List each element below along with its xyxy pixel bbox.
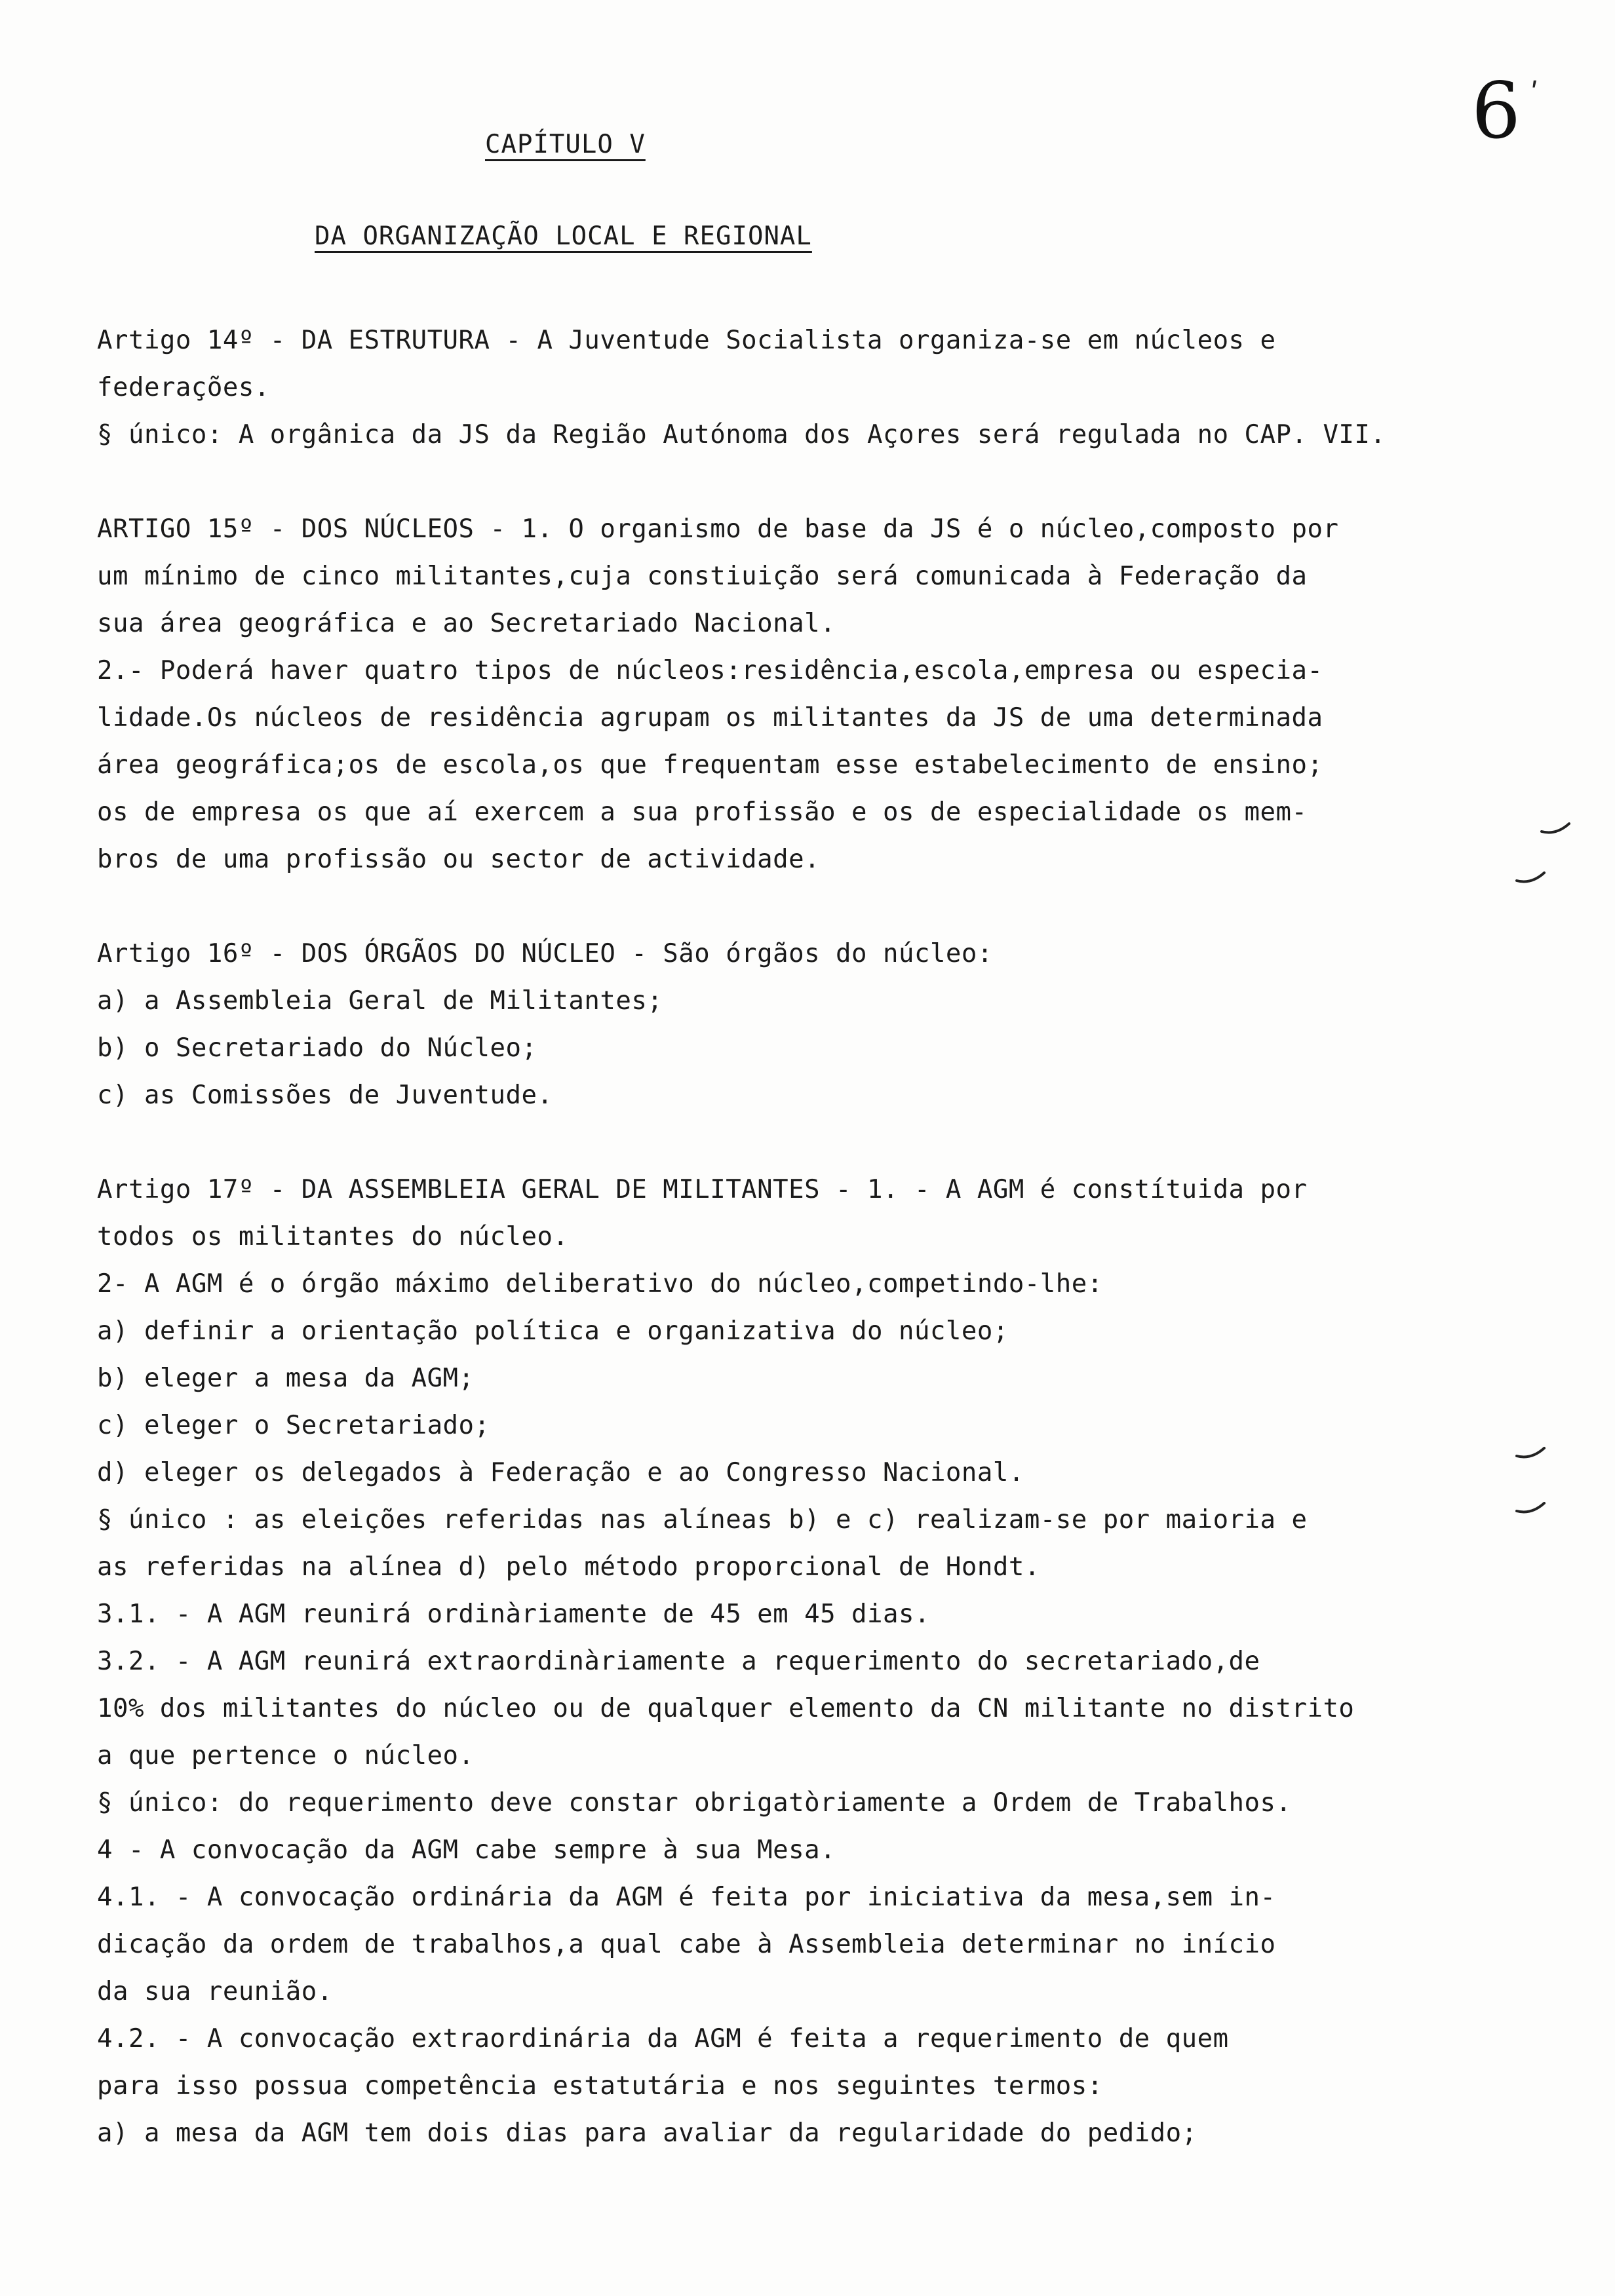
text-line: 3.1. - A AGM reunirá ordinàriamente de 45 em 45 dias. xyxy=(97,1599,930,1629)
text-line: c) eleger o Secretariado; xyxy=(97,1411,490,1440)
chapter-title: CAPÍTULO V xyxy=(485,130,646,159)
text-line: bros de uma profissão ou sector de actividade. xyxy=(97,845,821,874)
article-16 xyxy=(97,930,1526,1119)
text-line: dicação da ordem de trabalhos,a qual cabe à Assembleia determinar no início xyxy=(97,1930,1276,1959)
text-line: Artigo 17º - DA ASSEMBLEIA GERAL DE MILITANTES - 1. - A AGM é constítuida por xyxy=(97,1175,1308,1204)
text-line: as referidas na alínea d) pelo método proporcional de Hondt. xyxy=(97,1552,1040,1582)
handwritten-tick-mark: ʹ xyxy=(1530,77,1539,111)
article-15 xyxy=(97,506,1526,883)
text-line: da sua reunião. xyxy=(97,1977,333,2006)
text-line: a) a mesa da AGM tem dois dias para avaliar da regularidade do pedido; xyxy=(97,2118,1197,2148)
text-line: d) eleger os delegados à Federação e ao Congresso Nacional. xyxy=(97,1458,1024,1487)
article-17 xyxy=(97,1166,1526,2157)
text-line: 4.1. - A convocação ordinária da AGM é feita por iniciativa da mesa,sem in- xyxy=(97,1883,1276,1912)
text-line: para isso possua competência estatutária e nos seguintes termos: xyxy=(97,2071,1103,2101)
text-line: 2- A AGM é o órgão máximo deliberativo do núcleo,competindo-lhe: xyxy=(97,1269,1103,1299)
paragraph-gap xyxy=(97,1119,1526,1166)
text-line: 4 - A convocação da AGM cabe sempre à sua Mesa. xyxy=(97,1835,836,1865)
text-line: federações. xyxy=(97,373,270,402)
page-number: 6 xyxy=(1471,66,1521,156)
text-line: § único: A orgânica da JS da Região Autónoma dos Açores será regulada no CAP. VII. xyxy=(97,420,1386,450)
text-line: a) definir a orientação política e organizativa do núcleo; xyxy=(97,1316,1009,1346)
text-line: a que pertence o núcleo. xyxy=(97,1741,475,1770)
text-line: 2.- Poderá haver quatro tipos de núcleos:residência,escola,empresa ou especia- xyxy=(97,656,1323,685)
text-line: Artigo 16º - DOS ÓRGÃOS DO NÚCLEO - São órgãos do núcleo: xyxy=(97,939,993,968)
chapter-subtitle: DA ORGANIZAÇÃO LOCAL E REGIONAL xyxy=(315,221,812,251)
text-line: um mínimo de cinco militantes,cuja constiuição será comunicada à Federação da xyxy=(97,562,1308,591)
text-line: Artigo 14º - DA ESTRUTURA - A Juventude Socialista organiza-se em núcleos e xyxy=(97,326,1276,355)
text-line: b) eleger a mesa da AGM; xyxy=(97,1364,475,1393)
margin-check-mark xyxy=(1540,822,1570,835)
text-line: § único : as eleições referidas nas alíneas b) e c) realizam-se por maioria e xyxy=(97,1505,1308,1535)
text-line: área geográfica;os de escola,os que frequentam esse estabelecimento de ensino; xyxy=(97,750,1323,780)
text-line: ARTIGO 15º - DOS NÚCLEOS - 1. O organismo de base da JS é o núcleo,composto por xyxy=(97,514,1339,544)
text-line: b) o Secretariado do Núcleo; xyxy=(97,1033,537,1063)
text-line: 10% dos militantes do núcleo ou de qualquer elemento da CN militante no distrito xyxy=(97,1694,1355,1723)
margin-check-mark xyxy=(1515,1447,1546,1460)
text-line: § único: do requerimento deve constar obrigatòriamente a Ordem de Trabalhos. xyxy=(97,1788,1292,1818)
paragraph-gap xyxy=(97,459,1526,506)
document-body xyxy=(97,317,1526,2157)
text-line: c) as Comissões de Juventude. xyxy=(97,1081,553,1110)
text-line: a) a Assembleia Geral de Militantes; xyxy=(97,986,663,1016)
text-line: todos os militantes do núcleo. xyxy=(97,1222,569,1252)
text-line: 3.2. - A AGM reunirá extraordinàriamente a requerimento do secretariado,de xyxy=(97,1647,1260,1676)
text-line: os de empresa os que aí exercem a sua profissão e os de especialidade os mem- xyxy=(97,797,1308,827)
text-line: sua área geográfica e ao Secretariado Nacional. xyxy=(97,609,836,638)
article-14 xyxy=(97,317,1526,459)
paragraph-gap xyxy=(97,883,1526,930)
margin-check-mark xyxy=(1515,871,1546,885)
text-line: 4.2. - A convocação extraordinária da AGM é feita a requerimento de quem xyxy=(97,2024,1229,2054)
text-line: lidade.Os núcleos de residência agrupam os militantes da JS de uma determinada xyxy=(97,703,1323,733)
margin-check-mark xyxy=(1515,1502,1546,1515)
